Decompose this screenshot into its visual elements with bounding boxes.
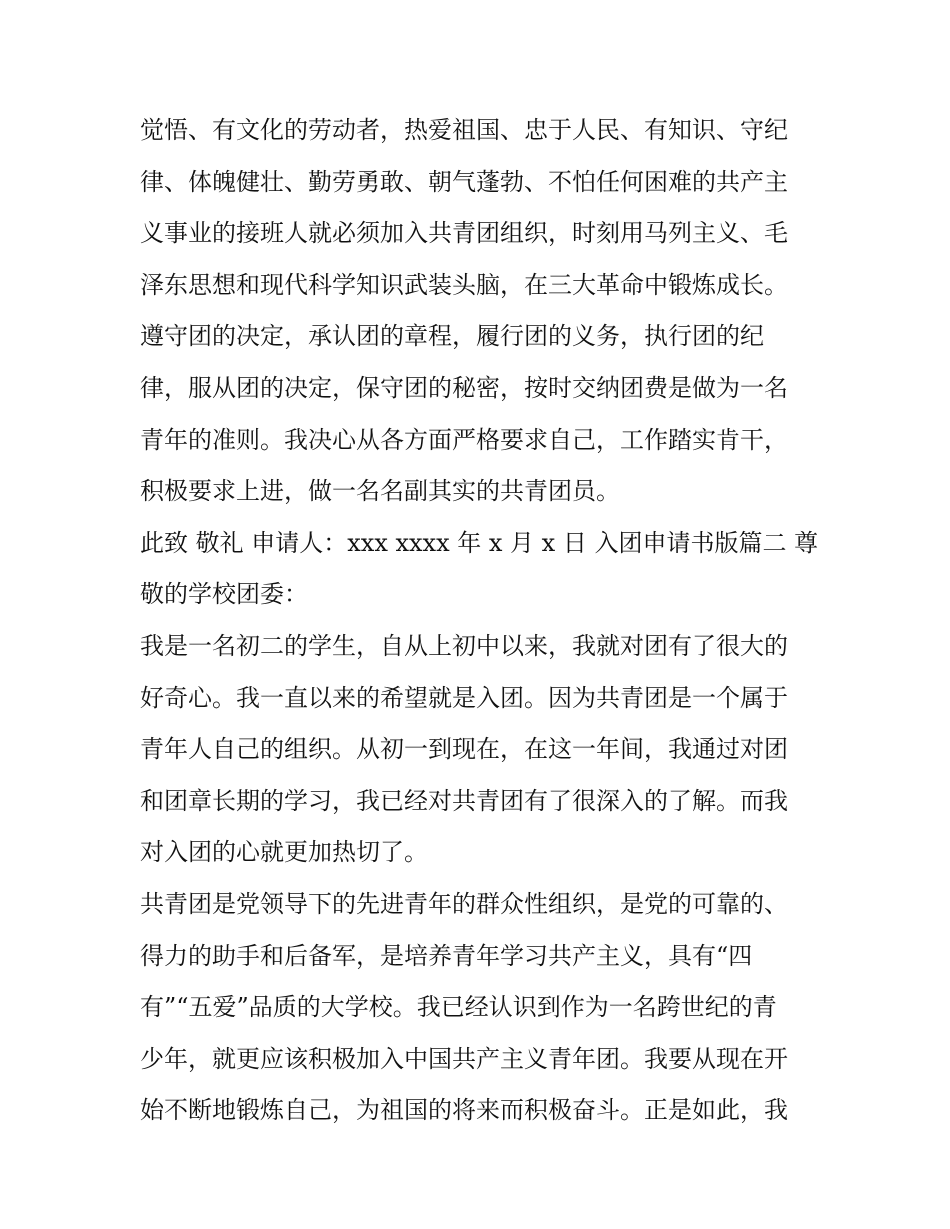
text-line: 泽东思想和现代科学知识武装头脑，在三大革命中锻炼成长。 [140,270,788,299]
text-line: 好奇心。我一直以来的希望就是入团。因为共青团是一个属于 [140,683,788,712]
text-line: 觉悟、有文化的劳动者，热爱祖国、忠于人民、有知识、守纪 [140,116,788,144]
text-line: 遵守团的决定，承认团的章程，履行团的义务，执行团的纪 [140,322,764,351]
text-line: 律，服从团的决定，保守团的秘密，按时交纳团费是做为一名 [140,373,788,402]
text-line: 有”“五爱”品质的大学校。我已经认识到作为一名跨世纪的青 [140,993,777,1022]
text-line: 此致 敬礼 申请人：xxx xxxx 年 x 月 x 日 入团申请书版篇二 尊 [140,528,819,557]
text-line: 青年人自己的组织。从初一到现在，在这一年间，我通过对团 [140,735,788,764]
text-line: 对入团的心就更加热切了。 [140,838,428,867]
text-line: 始不断地锻炼自己，为祖国的将来而积极奋斗。正是如此，我 [140,1096,788,1125]
text-line: 少年，就更应该积极加入中国共产主义青年团。我要从现在开 [140,1044,788,1073]
text-line: 得力的助手和后备军，是培养青年学习共产主义，具有“四 [140,941,753,970]
text-line: 义事业的接班人就必须加入共青团组织，时刻用马列主义、毛 [140,219,788,248]
text-line: 共青团是党领导下的先进青年的群众性组织，是党的可靠的、 [140,889,788,918]
text-line: 青年的准则。我决心从各方面严格要求自己，工作踏实肯干， [140,425,788,454]
text-line: 我是一名初二的学生，自从上初中以来，我就对团有了很大的 [140,631,788,660]
text-line: 律、体魄健壮、勤劳勇敢、朝气蓬勃、不怕任何困难的共产主 [140,167,788,196]
text-line: 积极要求上进，做一名名副其实的共青团员。 [140,477,620,506]
text-line: 和团章长期的学习，我已经对共青团有了很深入的了解。而我 [140,786,788,815]
document-body [140,105,820,1137]
text-line: 敬的学校团委： [140,580,308,609]
